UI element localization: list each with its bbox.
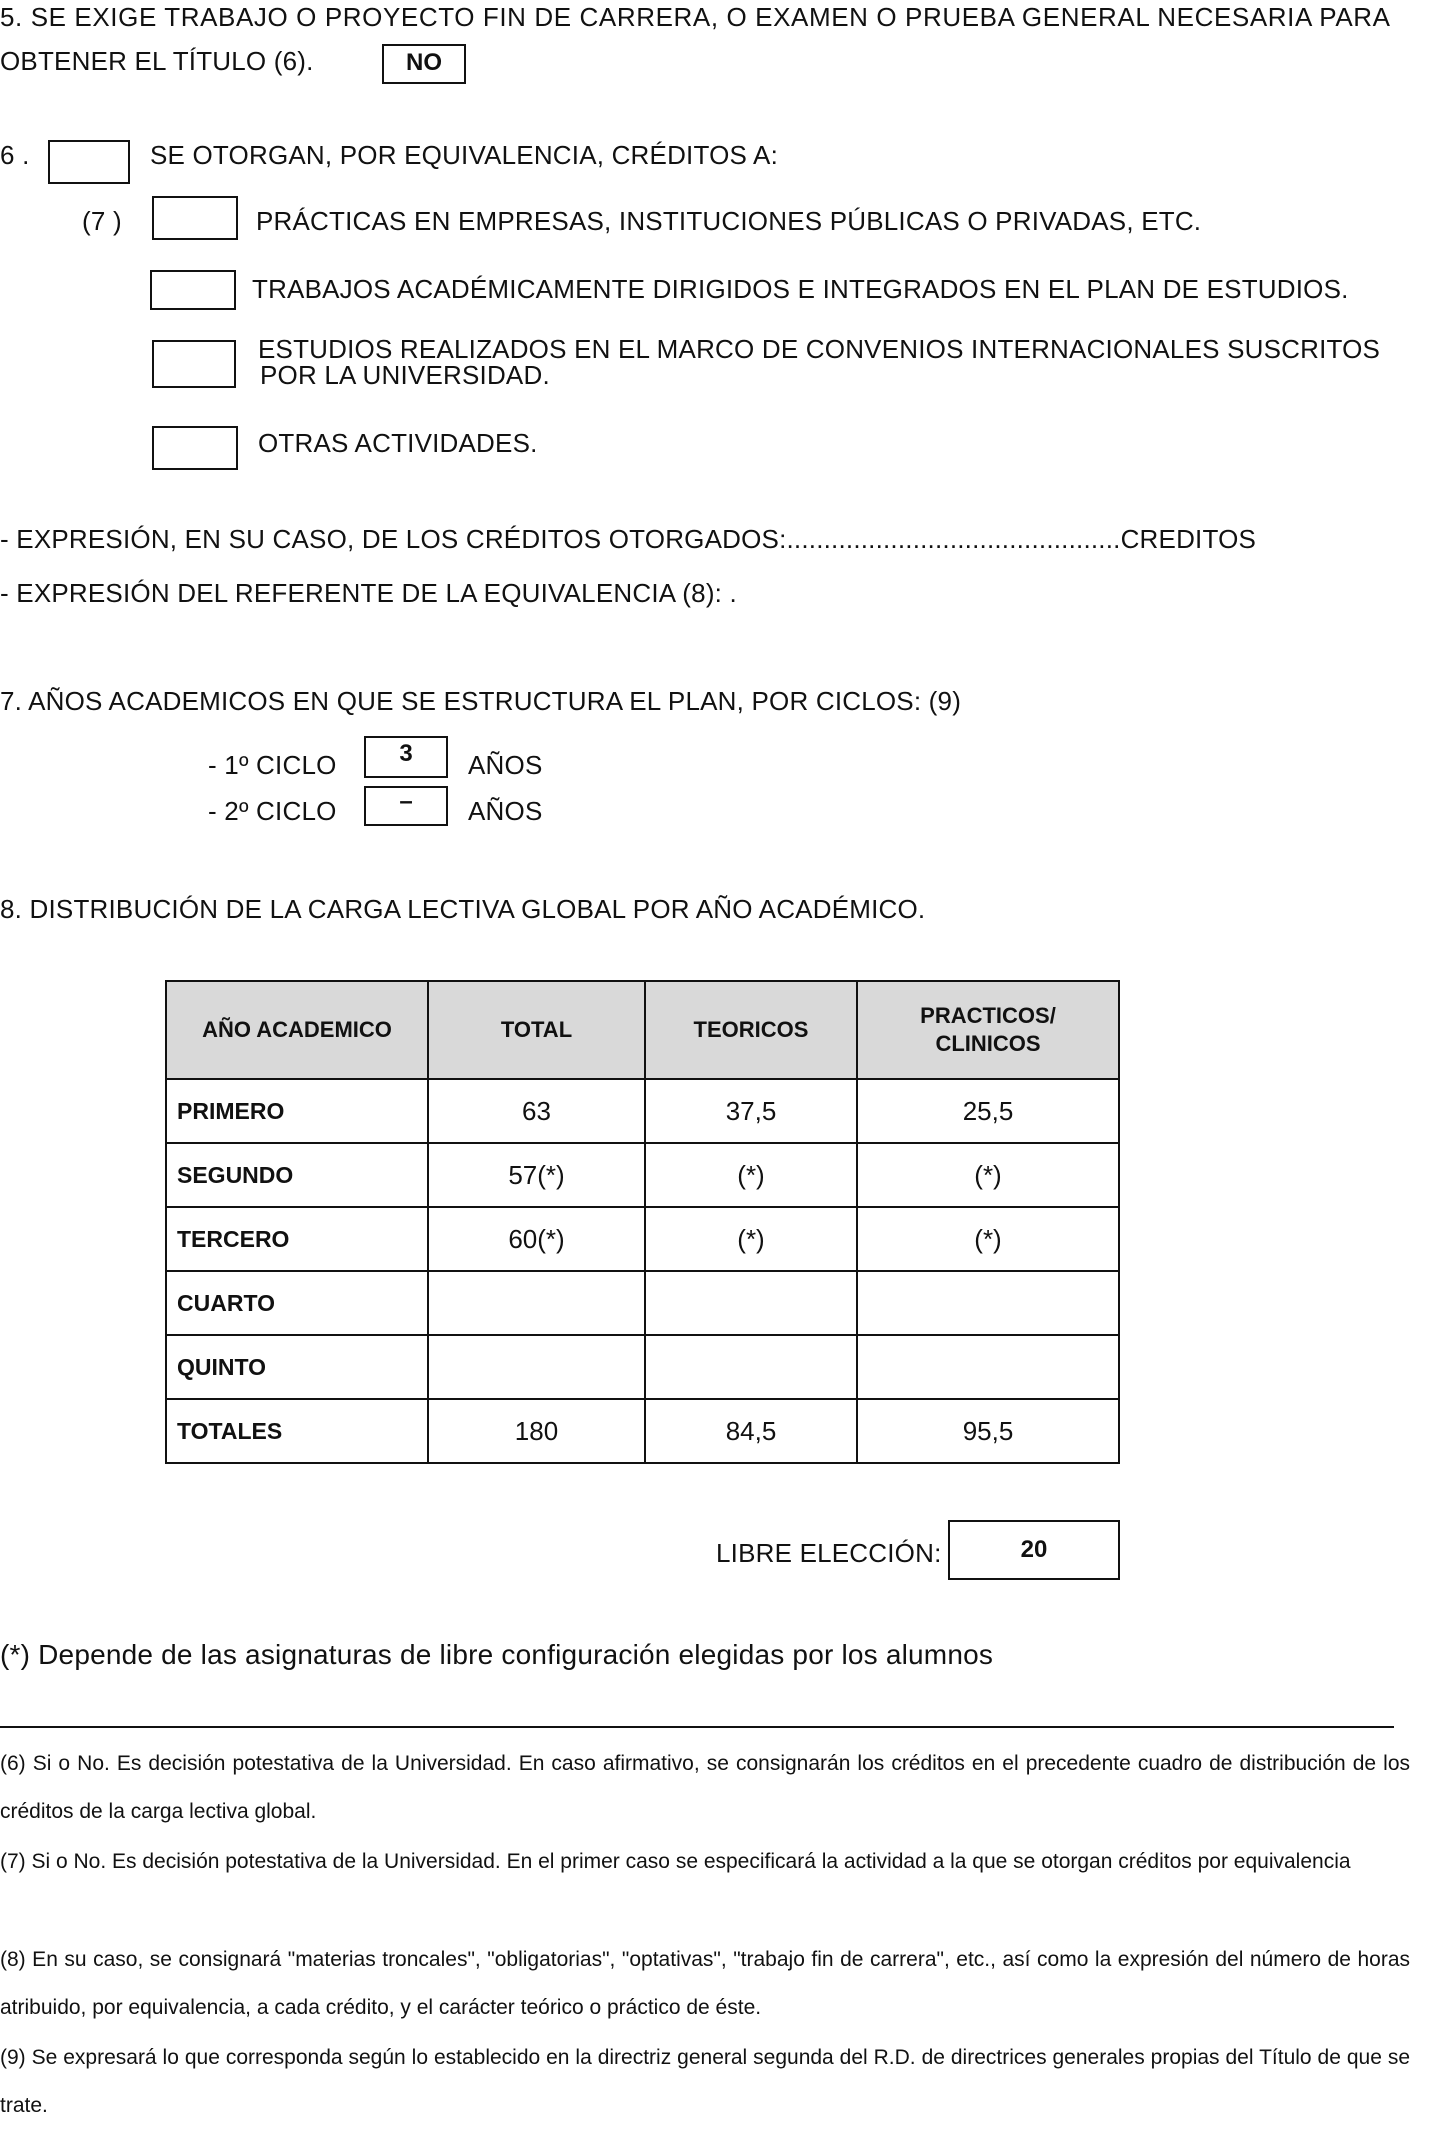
ciclo1-value: 3 bbox=[399, 740, 413, 767]
ciclo1-unit: AÑOS bbox=[468, 750, 543, 780]
footnote-8: (8) En su caso, se consignará "materias troncales", "obligatorias", "optativas", "trabajo fin de carrera", etc., así como la expresión del número de horas atribuido, por equivalencia, a cada crédito, y el carácter teórico o práctico de éste. bbox=[0, 1948, 1410, 2019]
row-label: QUINTO bbox=[166, 1335, 428, 1399]
table-row bbox=[166, 1079, 1119, 1143]
section5-line2: OBTENER EL TÍTULO (6). bbox=[0, 46, 314, 76]
cell-teoricos bbox=[645, 1335, 857, 1399]
cell-teoricos: 37,5 bbox=[645, 1079, 857, 1143]
cell-practicos: (*) bbox=[857, 1207, 1119, 1271]
row-label: SEGUNDO bbox=[166, 1143, 428, 1207]
option-checkbox-practicas bbox=[152, 196, 238, 240]
section6-number: 6 . bbox=[0, 140, 30, 170]
row-label: TERCERO bbox=[166, 1207, 428, 1271]
ciclo2-value: – bbox=[399, 788, 413, 815]
table-row bbox=[166, 1399, 1119, 1463]
cell-total: 63 bbox=[428, 1079, 645, 1143]
carga-lectiva-table bbox=[165, 980, 1120, 1464]
table-row bbox=[166, 1335, 1119, 1399]
option-trabajos: TRABAJOS ACADÉMICAMENTE DIRIGIDOS E INTEGRADOS EN EL PLAN DE ESTUDIOS. bbox=[252, 274, 1349, 304]
section6-heading: SE OTORGAN, POR EQUIVALENCIA, CRÉDITOS A: bbox=[150, 140, 779, 170]
option-checkbox-otras bbox=[152, 426, 238, 470]
footnote-separator bbox=[0, 1726, 1394, 1728]
header-practicos: PRACTICOS/ bbox=[920, 1003, 1056, 1028]
referente-equivalencia-line: - EXPRESIÓN DEL REFERENTE DE LA EQUIVALENCIA (8): . bbox=[0, 578, 737, 608]
option-practicas: PRÁCTICAS EN EMPRESAS, INSTITUCIONES PÚBLICAS O PRIVADAS, ETC. bbox=[256, 206, 1202, 236]
libre-eleccion-value: 20 bbox=[1020, 1536, 1048, 1563]
creditos-otorgados-line: - EXPRESIÓN, EN SU CASO, DE LOS CRÉDITOS OTORGADOS:.............................................CREDITOS bbox=[0, 524, 1257, 554]
cell-teoricos: (*) bbox=[645, 1207, 857, 1271]
header-ano-academico: AÑO ACADEMICO bbox=[166, 981, 428, 1079]
table-row bbox=[166, 1271, 1119, 1335]
cell-teoricos: 84,5 bbox=[645, 1399, 857, 1463]
option-otras: OTRAS ACTIVIDADES. bbox=[258, 428, 538, 458]
cell-practicos bbox=[857, 1271, 1119, 1335]
footnote-7: (7) Si o No. Es decisión potestativa de la Universidad. En el primer caso se especificará la actividad a la que se otorgan créditos por equivalencia bbox=[0, 1850, 1351, 1873]
cell-practicos: 25,5 bbox=[857, 1079, 1119, 1143]
header-practicos-clinicos bbox=[857, 981, 1119, 1079]
header-total: TOTAL bbox=[428, 981, 645, 1079]
row-label: PRIMERO bbox=[166, 1079, 428, 1143]
cell-total bbox=[428, 1335, 645, 1399]
cell-total: 180 bbox=[428, 1399, 645, 1463]
row-label: CUARTO bbox=[166, 1271, 428, 1335]
cell-teoricos bbox=[645, 1271, 857, 1335]
table-header-row bbox=[166, 981, 1119, 1079]
section8-heading: 8. DISTRIBUCIÓN DE LA CARGA LECTIVA GLOBAL POR AÑO ACADÉMICO. bbox=[0, 894, 926, 924]
option-estudios-line1: ESTUDIOS REALIZADOS EN EL MARCO DE CONVENIOS INTERNACIONALES SUSCRITOS bbox=[258, 334, 1381, 364]
cell-total: 57(*) bbox=[428, 1143, 645, 1207]
cell-teoricos: (*) bbox=[645, 1143, 857, 1207]
table-row bbox=[166, 1207, 1119, 1271]
ciclo2-unit: AÑOS bbox=[468, 796, 543, 826]
row-label: TOTALES bbox=[166, 1399, 428, 1463]
cell-practicos: (*) bbox=[857, 1143, 1119, 1207]
cell-total bbox=[428, 1271, 645, 1335]
section7-heading: 7. AÑOS ACADEMICOS EN QUE SE ESTRUCTURA EL PLAN, POR CICLOS: (9) bbox=[0, 686, 962, 716]
note-ref-7: (7 ) bbox=[82, 206, 122, 236]
option-estudios-line2: POR LA UNIVERSIDAD. bbox=[260, 360, 550, 390]
table-row bbox=[166, 1143, 1119, 1207]
asterisk-note: (*) Depende de las asignaturas de libre configuración elegidas por los alumnos bbox=[0, 1639, 994, 1670]
header-clinicos: CLINICOS bbox=[935, 1031, 1041, 1056]
ciclo2-label: - 2º CICLO bbox=[208, 796, 337, 826]
section5-answer: NO bbox=[406, 49, 442, 76]
cell-practicos bbox=[857, 1335, 1119, 1399]
cell-total: 60(*) bbox=[428, 1207, 645, 1271]
option-checkbox-estudios bbox=[152, 340, 236, 388]
footnote-6: (6) Si o No. Es decisión potestativa de la Universidad. En caso afirmativo, se consignarán los créditos en el precedente cuadro de distribución de los créditos de la carga lectiva global. bbox=[0, 1752, 1410, 1823]
header-teoricos: TEORICOS bbox=[645, 981, 857, 1079]
section6-checkbox bbox=[48, 140, 130, 184]
footnote-9: (9) Se expresará lo que corresponda según lo establecido en la directriz general segunda del R.D. de directrices generales propias del Título de que se trate. bbox=[0, 2046, 1410, 2117]
libre-eleccion-label: LIBRE ELECCIÓN: bbox=[716, 1538, 942, 1568]
cell-practicos: 95,5 bbox=[857, 1399, 1119, 1463]
section5-line1: 5. SE EXIGE TRABAJO O PROYECTO FIN DE CARRERA, O EXAMEN O PRUEBA GENERAL NECESARIA PARA bbox=[0, 2, 1391, 32]
ciclo1-label: - 1º CICLO bbox=[208, 750, 337, 780]
option-checkbox-trabajos bbox=[150, 270, 236, 310]
